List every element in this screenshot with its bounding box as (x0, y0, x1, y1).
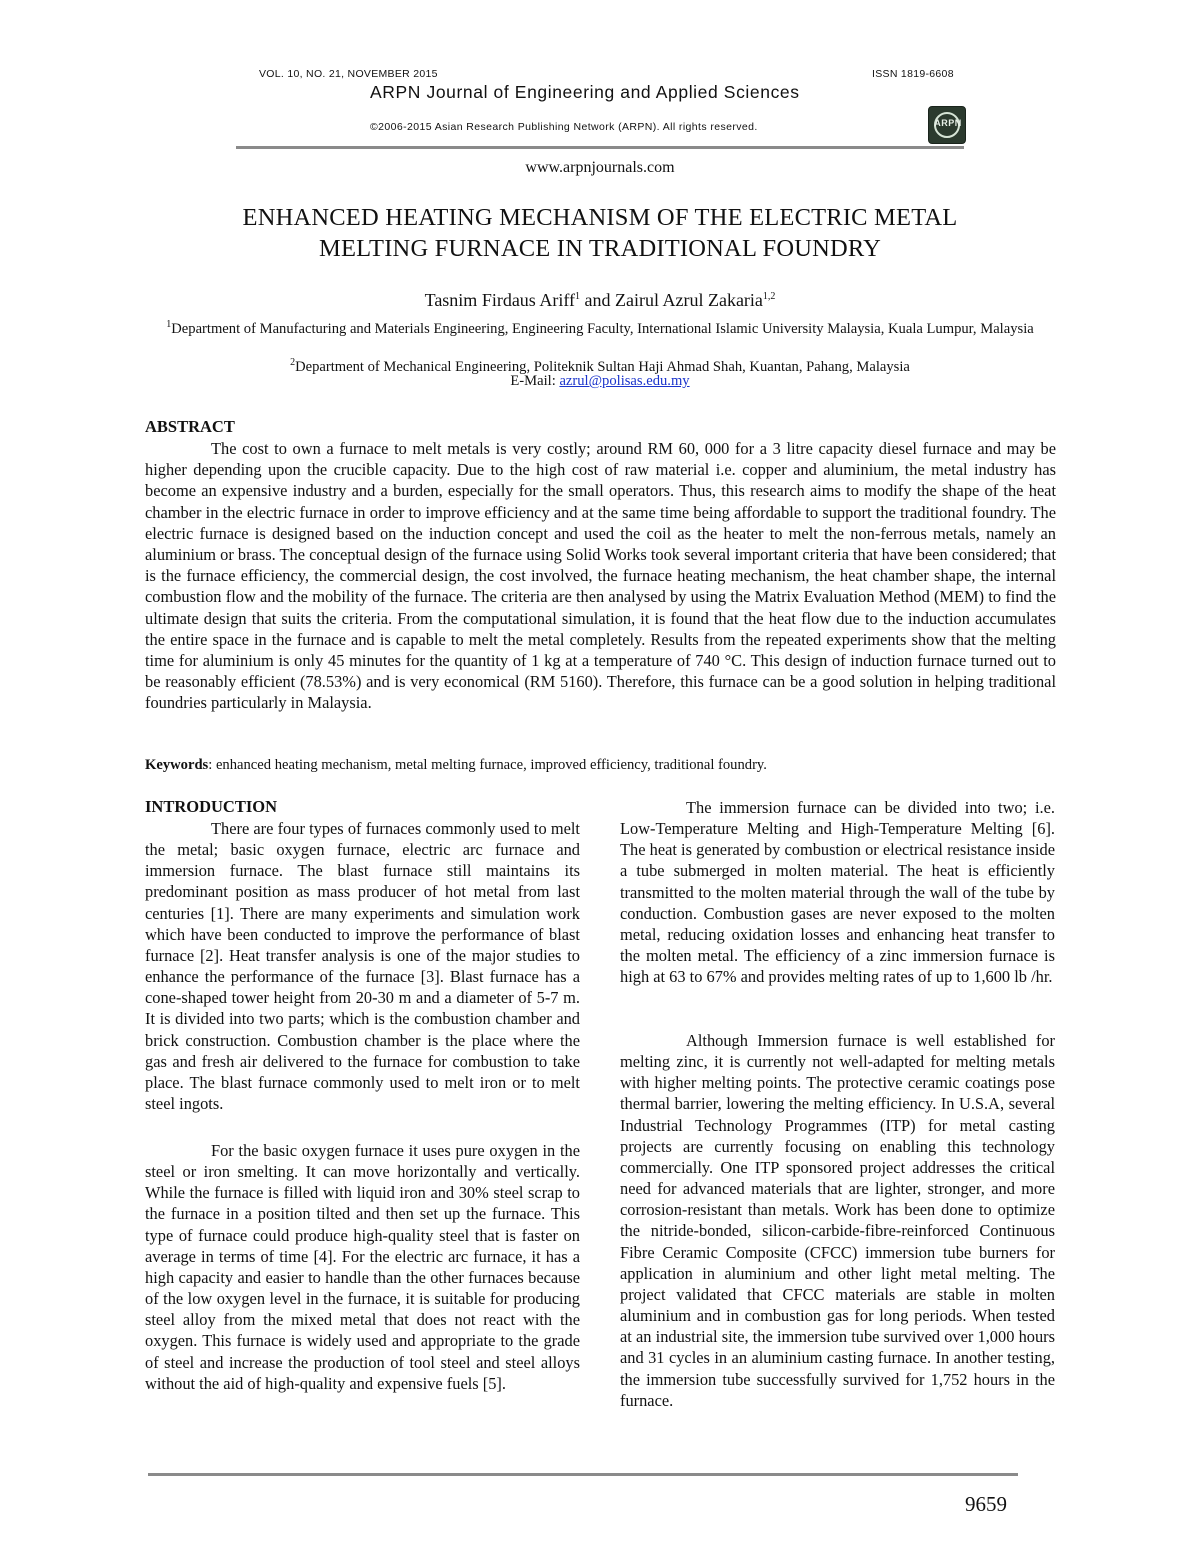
journal-url[interactable]: www.arpnjournals.com (525, 159, 675, 176)
contact-email (100, 373, 1100, 390)
email-label: E-Mail: (510, 373, 560, 389)
paper-title (100, 202, 1100, 264)
title-line-1: ENHANCED HEATING MECHANISM OF THE ELECTRIC METAL (242, 204, 958, 231)
intro-paragraph-4: Although Immersion furnace is well established for melting zinc, it is currently not well-adapted for melting metals with higher melting points. The protective ceramic coatings pose thermal barrier, lowering the melting efficiency. In U.S.A, several Industrial Technology Programmes (ITP) for metal casting projects are currently focusing on enabling this technology commercially. One ITP sponsored project addresses the critical need for advanced materials that are lighter, stronger, and more corrosion-resistant than metals. Work has been done to optimize the nitride-bonded, silicon-carbide-fibre-reinforced Continuous Fibre Ceramic Composite (CFCC) immersion tube burners for application in aluminium and other light metal melting. The project validated that CFCC materials are stable in molten aluminium and in combustion gas for long periods. When tested at an industrial site, the immersion tube survived over 1,000 hours and 31 cycles in an aluminium casting furnace. In another testing, the immersion tube successfully survived for 1,752 hours in the furnace. (620, 1031, 1055, 1410)
author-1-affiliation-mark: 1 (574, 291, 580, 302)
keywords-label: Keywords (145, 757, 209, 773)
author-2: Zairul Azrul Zakaria (614, 290, 763, 310)
abstract-body: The cost to own a furnace to melt metals is very costly; around RM 60, 000 for a 3 litre capacity diesel furnace and may be higher depending upon the crucible capacity. Due to the high cost of raw material i.e. copper and aluminium, the metal industry has become an expensive industry and a burden, especially for the small operators. Thus, this research aims to modify the shape of the heat chamber in the electric furnace in order to improve efficiency and at the same time being affordable to support the traditional foundry. The electric furnace is designed based on the induction concept and used the coil as the heater to melt the non-ferrous metals, namely an aluminium or brass. The conceptual design of the furnace using Solid Works took several important criteria that have been considered; that is the furnace efficiency, the commercial design, the cost involved, the furnace heating mechanism, the heat chamber shape, the internal combustion flow and the mobility of the furnace. The criteria are then analysed by using the Matrix Evaluation Method (MEM) to find the ultimate design that suits the criteria. From the computational simulation, it is found that the heat flow due to the induction accumulates the entire space in the furnace and is capable to melt the metal completely. Results from the repeated experiments show that the melting time for aluminium is only 45 minutes for the quantity of 1 kg at a temperature of 740 °C. This design of induction furnace turned out to be reasonably efficient (78.53%) and is very economical (RM 5160). Therefore, this furnace can be a good solution in helping traditional foundries particularly in Malaysia. (145, 439, 1056, 713)
title-line-2: MELTING FURNACE IN TRADITIONAL FOUNDRY (318, 235, 882, 262)
affiliation-1 (100, 316, 1100, 338)
header-divider (236, 146, 964, 149)
keywords-text: : enhanced heating mechanism, metal melting furnace, improved efficiency, traditional foundry. (208, 757, 767, 773)
page-number: 9659 (965, 1492, 1007, 1516)
author-separator: and (579, 290, 615, 310)
affiliation-1-mark: 1 (166, 319, 172, 330)
abstract-heading: ABSTRACT (145, 417, 235, 436)
issn: ISSN 1819-6608 (872, 68, 954, 80)
author-list (100, 290, 1100, 311)
email-link[interactable]: azrul@polisas.edu.my (559, 373, 690, 389)
volume-info: VOL. 10, NO. 21, NOVEMBER 2015 (259, 68, 438, 80)
affiliation-2-mark: 2 (290, 357, 296, 368)
affiliation-2-text: Department of Mechanical Engineering, Politeknik Sultan Haji Ahmad Shah, Kuantan, Pahang, Malaysia (295, 358, 910, 375)
arpn-logo (928, 106, 966, 144)
affiliation-1-text: Department of Manufacturing and Materials Engineering, Engineering Faculty, International Islamic University Malaysia, Kuala Lumpur, Malaysia (171, 320, 1034, 337)
copyright-notice: ©2006-2015 Asian Research Publishing Network (ARPN). All rights reserved. (370, 121, 758, 133)
author-1: Tasnim Firdaus Ariff (424, 290, 575, 310)
keywords (145, 757, 1056, 774)
footer-divider (148, 1473, 1018, 1476)
intro-paragraph-2: For the basic oxygen furnace it uses pure oxygen in the steel or iron smelting. It can move horizontally and vertically. While the furnace is filled with liquid iron and 30% steel scrap to the furnace in a position tilted and then set up the furnace. This type of furnace could produce high-quality steel that is faster on average in terms of time [4]. For the electric arc furnace, it has a high capacity and easier to handle than the other furnaces because of the low oxygen level in the furnace, it is suitable for producing steel alloy from the mixed metal that does not react with the oxygen. This furnace is widely used and appropriate to the grade of steel and increase the production of tool steel and steel alloys without the aid of high-quality and expensive fuels [5]. (145, 1141, 580, 1393)
intro-paragraph-3: The immersion furnace can be divided into two; i.e. Low-Temperature Melting and High-Temperature Melting [6]. The heat is generated by combustion or electrical resistance inside a tube submerged in molten material. The heat is efficiently transmitted to the molten material through the wall of the tube by conduction. Combustion gases are never exposed to the molten metal, reducing oxidation losses and enhancing heat transfer to the molten metal. The efficiency of a zinc immersion furnace is high at 63 to 67% and provides melting rates of up to 1,600 lb /hr. (620, 798, 1055, 987)
introduction-heading: INTRODUCTION (145, 797, 278, 816)
intro-paragraph-1: There are four types of furnaces commonly used to melt the metal; basic oxygen furnace, electric arc furnace and immersion furnace. The blast furnace still maintains its predominant position as mass producer of hot metal from last centuries [1]. There are many experiments and simulation work which have been conducted to improve the performance of blast furnace [2]. Heat transfer analysis is one of the major studies to enhance the performance of the furnace [3]. Blast furnace has a cone-shaped tower height from 20-30 m and a diameter of 5-7 m. It is divided into two parts; which is the combustion chamber and brick construction. Combustion chamber is the place where the gas and fresh air delivered to the furnace for combustion to take place. The blast furnace commonly used to melt iron or to melt steel ingots. (145, 819, 580, 1114)
journal-name: ARPN Journal of Engineering and Applied Sciences (370, 82, 800, 102)
author-2-affiliation-mark: 1,2 (762, 291, 776, 302)
logo-text: ARPN (934, 118, 962, 128)
